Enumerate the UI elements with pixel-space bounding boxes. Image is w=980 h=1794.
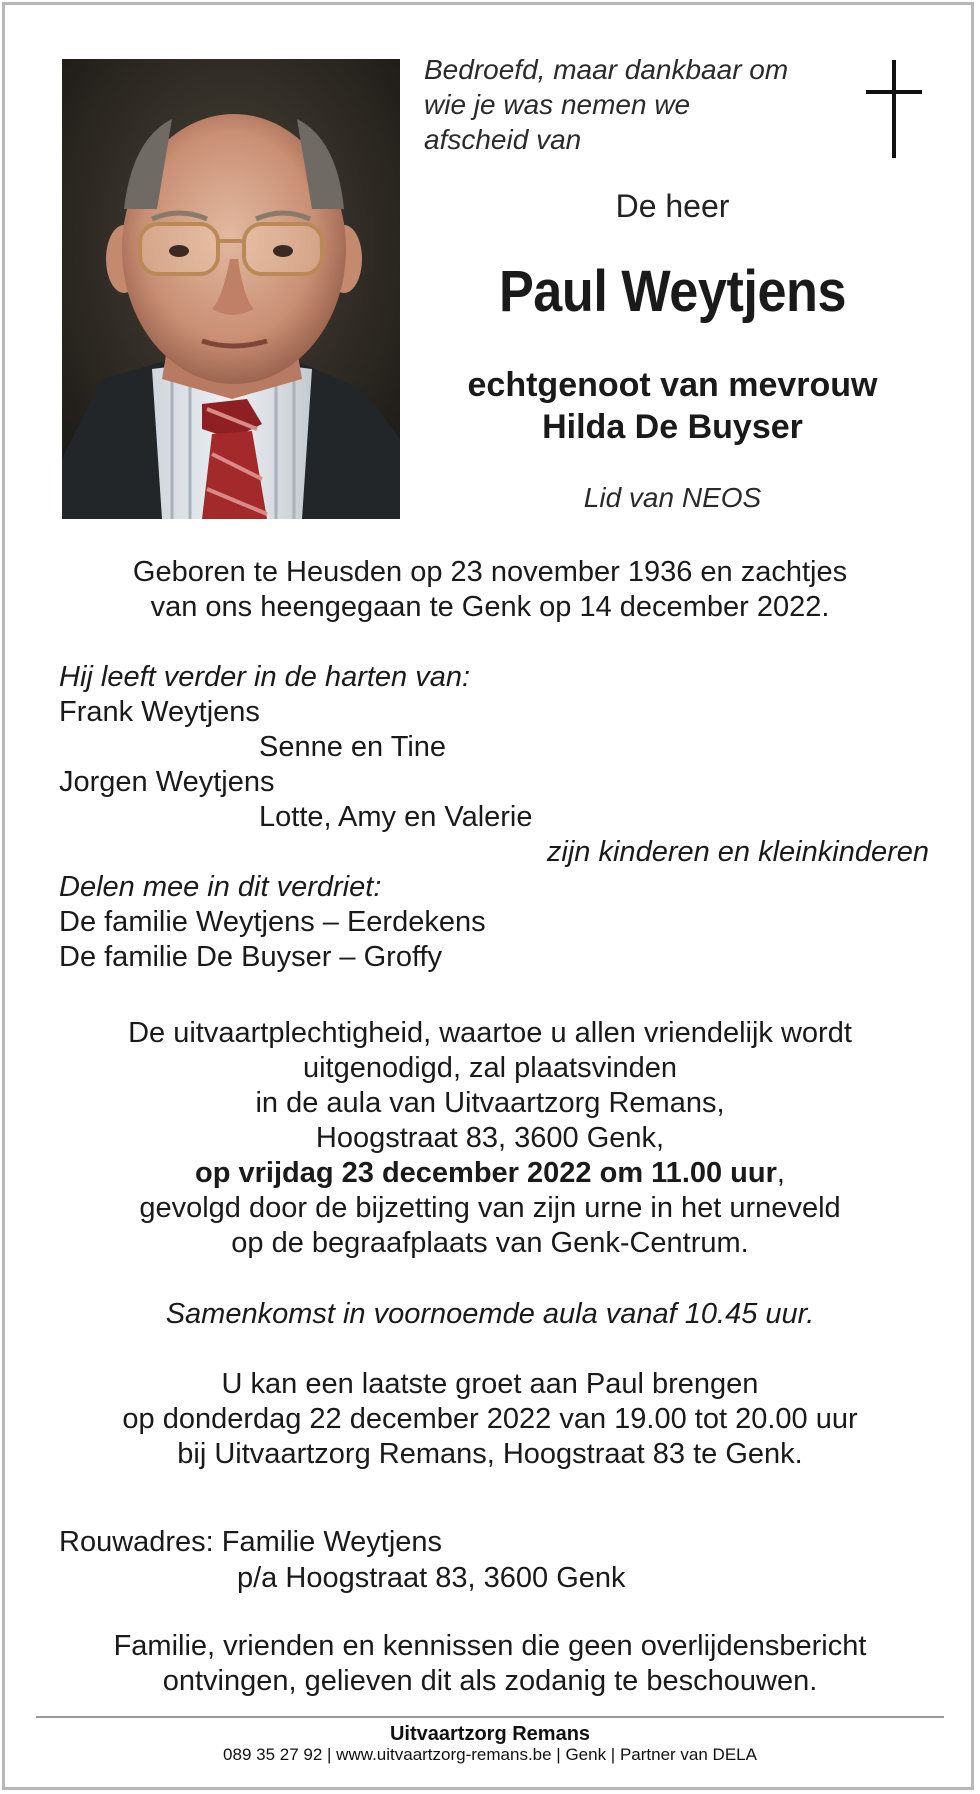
membership: Lid van NEOS xyxy=(583,482,762,513)
relation-label: zijn kinderen en kleinkinderen xyxy=(546,836,929,868)
ceremony-line: gevolgd door de bijzetting van zijn urne in het urneveld xyxy=(139,1192,841,1224)
greeting-line: U kan een laatste groet aan Paul brengen xyxy=(221,1368,759,1400)
portrait-photo xyxy=(62,59,400,519)
ceremony-line: in de aula van Uitvaartzorg Remans, xyxy=(255,1087,725,1119)
footer-company: Uitvaartzorg Remans xyxy=(389,1723,591,1745)
ceremony-date-suffix: , xyxy=(776,1157,785,1189)
greeting-line: bij Uitvaartzorg Remans, Hoogstraat 83 te Genk. xyxy=(177,1438,803,1470)
ceremony-line: op de begraafplaats van Genk-Centrum. xyxy=(231,1227,749,1259)
birth-death-text xyxy=(40,555,940,625)
family-heading: Hij leeft verder in de harten van: xyxy=(59,661,471,693)
ceremony-date-line xyxy=(40,1156,940,1191)
salutation: De heer xyxy=(615,188,730,224)
intro-line: afscheid van xyxy=(424,124,582,155)
greeting-text xyxy=(40,1367,940,1472)
deceased-name: Paul Weytjens xyxy=(498,259,847,324)
spouse-line: echtgenoot van mevrouw xyxy=(467,366,878,404)
mourning-address xyxy=(59,1524,759,1596)
ceremony-date: op vrijdag 23 december 2022 om 11.00 uur xyxy=(195,1157,777,1189)
family-list xyxy=(59,660,929,975)
intro-line: wie je was nemen we xyxy=(424,89,691,120)
ceremony-line: Hoogstraat 83, 3600 Genk, xyxy=(315,1122,665,1154)
footer-divider xyxy=(36,1716,944,1718)
grandchildren-names: Senne en Tine xyxy=(259,731,447,763)
ceremony-line: uitgenodigd, zal plaatsvinden xyxy=(302,1052,678,1084)
spouse-info xyxy=(420,364,925,448)
gathering-line: Samenkomst in voornoemde aula vanaf 10.45 uur. xyxy=(165,1298,815,1330)
child-name: Jorgen Weytjens xyxy=(59,766,275,798)
intro-text xyxy=(424,52,864,157)
gathering-text xyxy=(40,1297,940,1332)
notice-line: ontvingen, gelieven dit als zodanig te beschouwen. xyxy=(162,1665,818,1697)
ceremony-text xyxy=(40,1016,940,1261)
greeting-line: op donderdag 22 december 2022 van 19.00 tot 20.00 uur xyxy=(122,1403,858,1435)
footer-contact: 089 35 27 92 | www.uitvaartzorg-remans.be | Genk | Partner van DELA xyxy=(223,1745,757,1764)
address-line: Rouwadres: Familie Weytjens xyxy=(59,1526,443,1558)
notice-text xyxy=(40,1629,940,1699)
extended-family: De familie Weytjens – Eerdekens xyxy=(59,906,486,938)
cross-icon xyxy=(866,60,922,160)
ceremony-line: De uitvaartplechtigheid, waartoe u allen vriendelijk wordt xyxy=(128,1017,852,1049)
extended-family: De familie De Buyser – Groffy xyxy=(59,941,443,973)
child-name: Frank Weytjens xyxy=(59,696,260,728)
born-line: van ons heengegaan te Genk op 14 december 2022. xyxy=(150,591,830,623)
notice-line: Familie, vrienden en kennissen die geen overlijdensbericht xyxy=(113,1630,867,1662)
share-heading: Delen mee in dit verdriet: xyxy=(59,871,382,903)
born-line: Geboren te Heusden op 23 november 1936 en zachtjes xyxy=(132,556,848,588)
address-line: p/a Hoogstraat 83, 3600 Genk xyxy=(237,1562,626,1594)
intro-line: Bedroefd, maar dankbaar om xyxy=(424,54,789,85)
grandchildren-names: Lotte, Amy en Valerie xyxy=(259,801,533,833)
spouse-name: Hilda De Buyser xyxy=(542,408,803,446)
